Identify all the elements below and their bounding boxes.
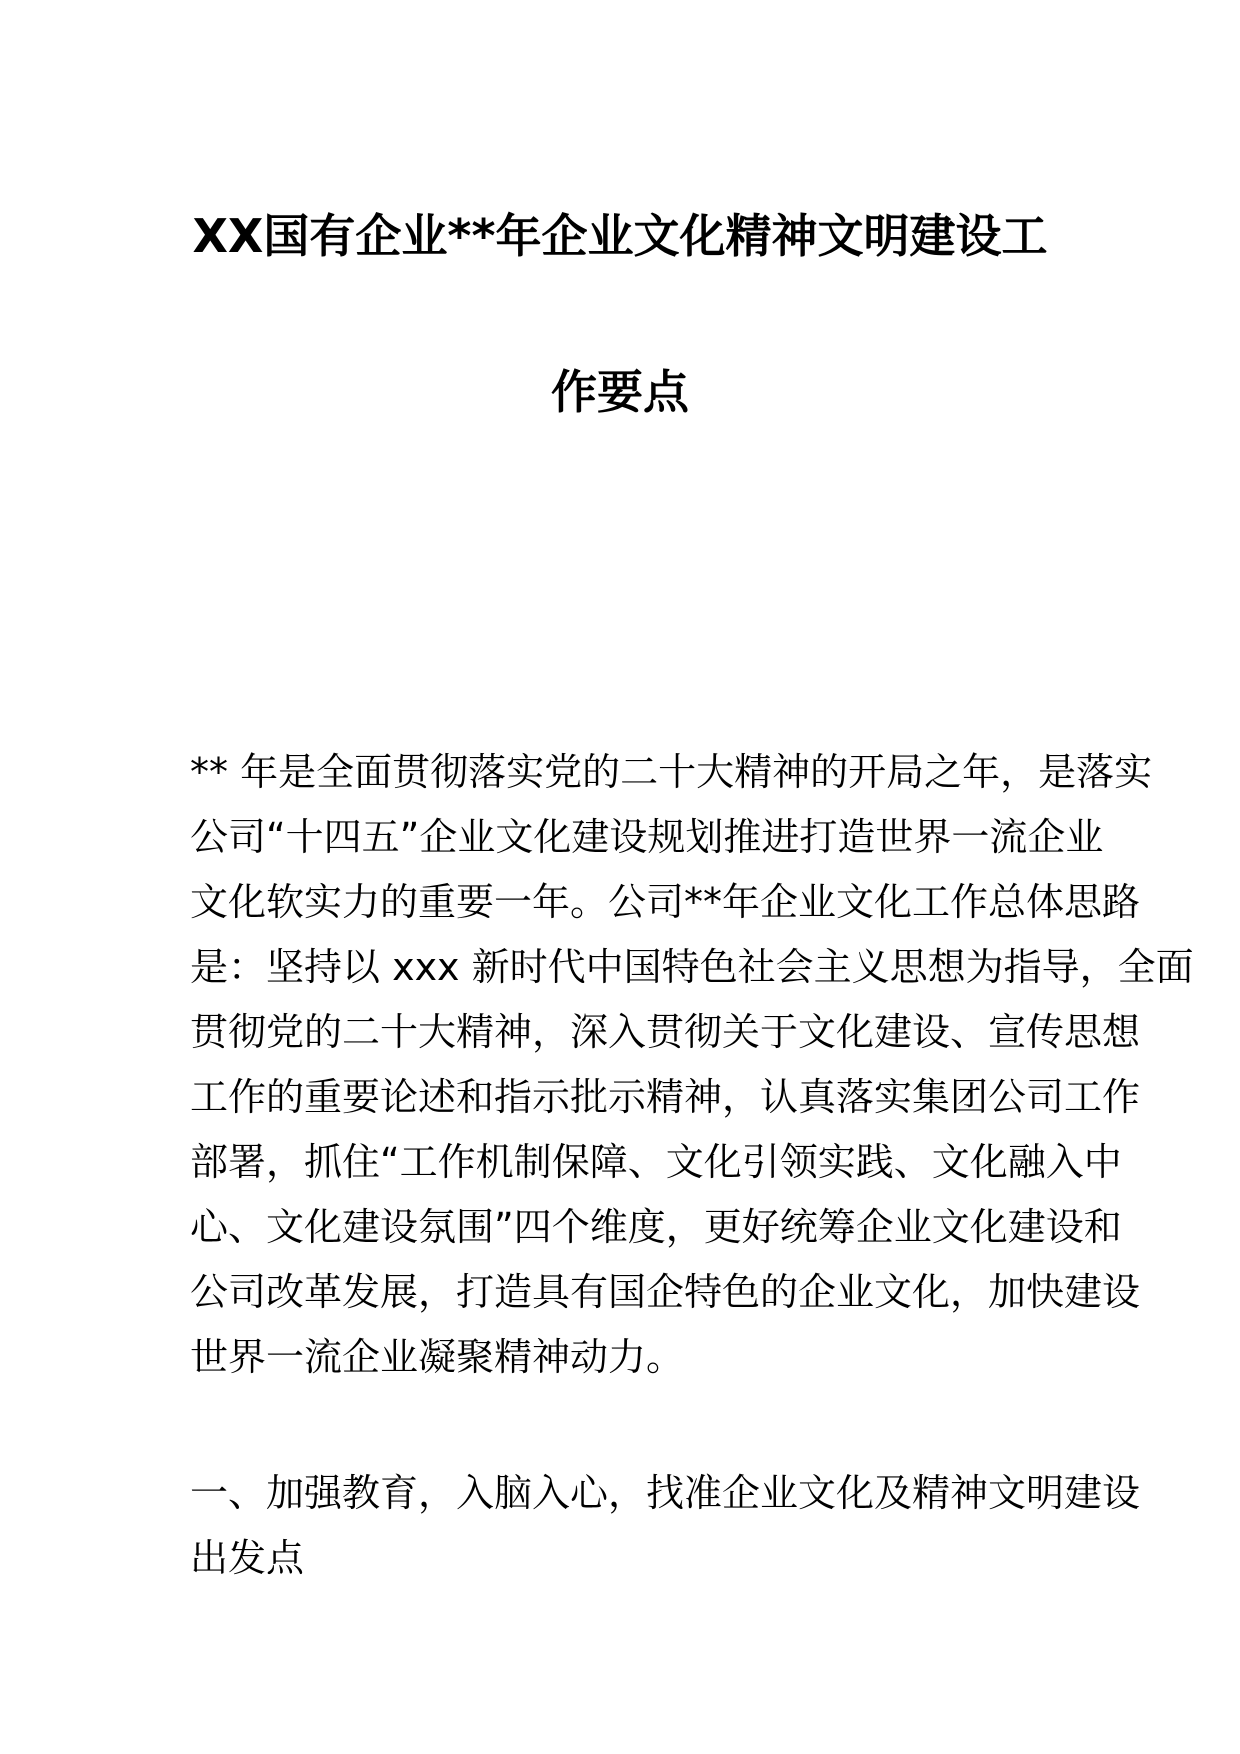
paragraph-line: 世界一流企业凝聚精神动力。 (190, 1335, 685, 1379)
section-heading-line: 出发点 (190, 1536, 305, 1580)
paragraph-line: 贯彻党的二十大精神，深入贯彻关于文化建设、宣传思想 (190, 1010, 1141, 1054)
document-title-line-1: XX国有企业**年企业文化精神文明建设工 (192, 209, 1048, 263)
paragraph-line: 是：坚持以 xxx 新时代中国特色社会主义思想为指导，全面 (190, 945, 1194, 989)
section-heading-line: 一、加强教育，入脑入心，找准企业文化及精神文明建设 (190, 1471, 1141, 1515)
paragraph-line: 公司改革发展，打造具有国企特色的企业文化，加快建设 (190, 1270, 1141, 1314)
paragraph-line: 工作的重要论述和指示批示精神，认真落实集团公司工作 (190, 1075, 1141, 1119)
paragraph-line: ** 年是全面贯彻落实党的二十大精神的开局之年，是落实 (190, 750, 1153, 794)
paragraph-line: 文化软实力的重要一年。公司**年企业文化工作总体思路 (190, 880, 1141, 924)
paragraph-line: 心、文化建设氛围”四个维度，更好统筹企业文化建设和 (190, 1205, 1122, 1249)
paragraph-line: 部署，抓住“工作机制保障、文化引领实践、文化融入中 (190, 1140, 1122, 1184)
document-title-line-2: 作要点 (551, 365, 689, 419)
paragraph-line: 公司“十四五”企业文化建设规划推进打造世界一流企业 (190, 815, 1104, 859)
